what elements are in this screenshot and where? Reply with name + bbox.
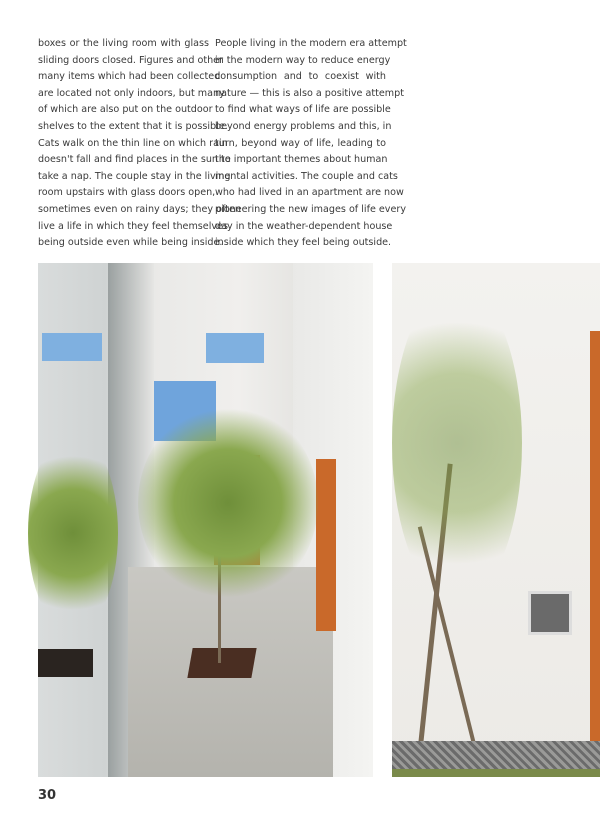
- text-line: room upstairs with glass doors open,: [38, 187, 216, 199]
- tree-foliage: [28, 433, 118, 633]
- text-line: many items which had been collected: [38, 71, 221, 83]
- text-line: boxes or the living room with glass: [38, 38, 209, 49]
- text-column-right: [215, 36, 407, 252]
- text-line: live a life in which they feel themselves: [38, 220, 228, 232]
- text-line: who had lived in an apartment are now: [215, 187, 404, 199]
- text-line: sometimes even on rainy days; they often: [38, 203, 241, 215]
- tree-foliage: [392, 283, 522, 603]
- text-line: consumption and to coexist with: [215, 71, 386, 83]
- text-line: pioneering the new images of life every: [215, 203, 407, 215]
- text-line: the important themes about human: [215, 154, 388, 166]
- page-number: 30: [38, 788, 57, 803]
- text-line: of which are also put on the outdoor: [38, 104, 213, 116]
- text-column-left: [38, 36, 241, 252]
- text-line: being outside even while being inside.: [38, 237, 223, 249]
- wooden-door: [316, 459, 336, 631]
- text-line: People living in the modern era attempt: [215, 38, 407, 49]
- text-line: to find what ways of life are possible: [215, 104, 391, 116]
- grass: [392, 769, 600, 777]
- text-line: beyond energy problems and this, in: [215, 120, 392, 132]
- wooden-door-edge: [590, 331, 600, 751]
- text-line: day in the weather-dependent house: [215, 220, 393, 232]
- text-line: Cats walk on the thin line on which rain: [38, 137, 228, 149]
- skylight: [42, 333, 102, 361]
- text-line: sliding doors closed. Figures and other: [38, 54, 224, 66]
- photo-interior-courtyard: [38, 263, 373, 777]
- planter-left: [38, 649, 93, 677]
- tree-planter: [187, 648, 256, 678]
- text-line: in the modern way to reduce energy: [215, 54, 391, 66]
- text-line: take a nap. The couple stay in the living: [38, 170, 231, 182]
- text-line: mental activities. The couple and cats: [215, 170, 398, 182]
- text-line: nature — this is also a positive attempt: [215, 87, 404, 99]
- skylight: [206, 333, 264, 363]
- text-line: doesn't fall and find places in the sun to: [38, 154, 231, 166]
- text-line: are located not only indoors, but many: [38, 87, 225, 99]
- text-line: turn, beyond way of life, leading to: [215, 137, 386, 149]
- tree-foliage: [138, 403, 318, 603]
- small-window: [528, 591, 572, 635]
- text-line: shelves to the extent that it is possible.: [38, 120, 228, 132]
- text-line: inside which they feel being outside.: [215, 237, 392, 249]
- photo-exterior-tree: [392, 263, 600, 777]
